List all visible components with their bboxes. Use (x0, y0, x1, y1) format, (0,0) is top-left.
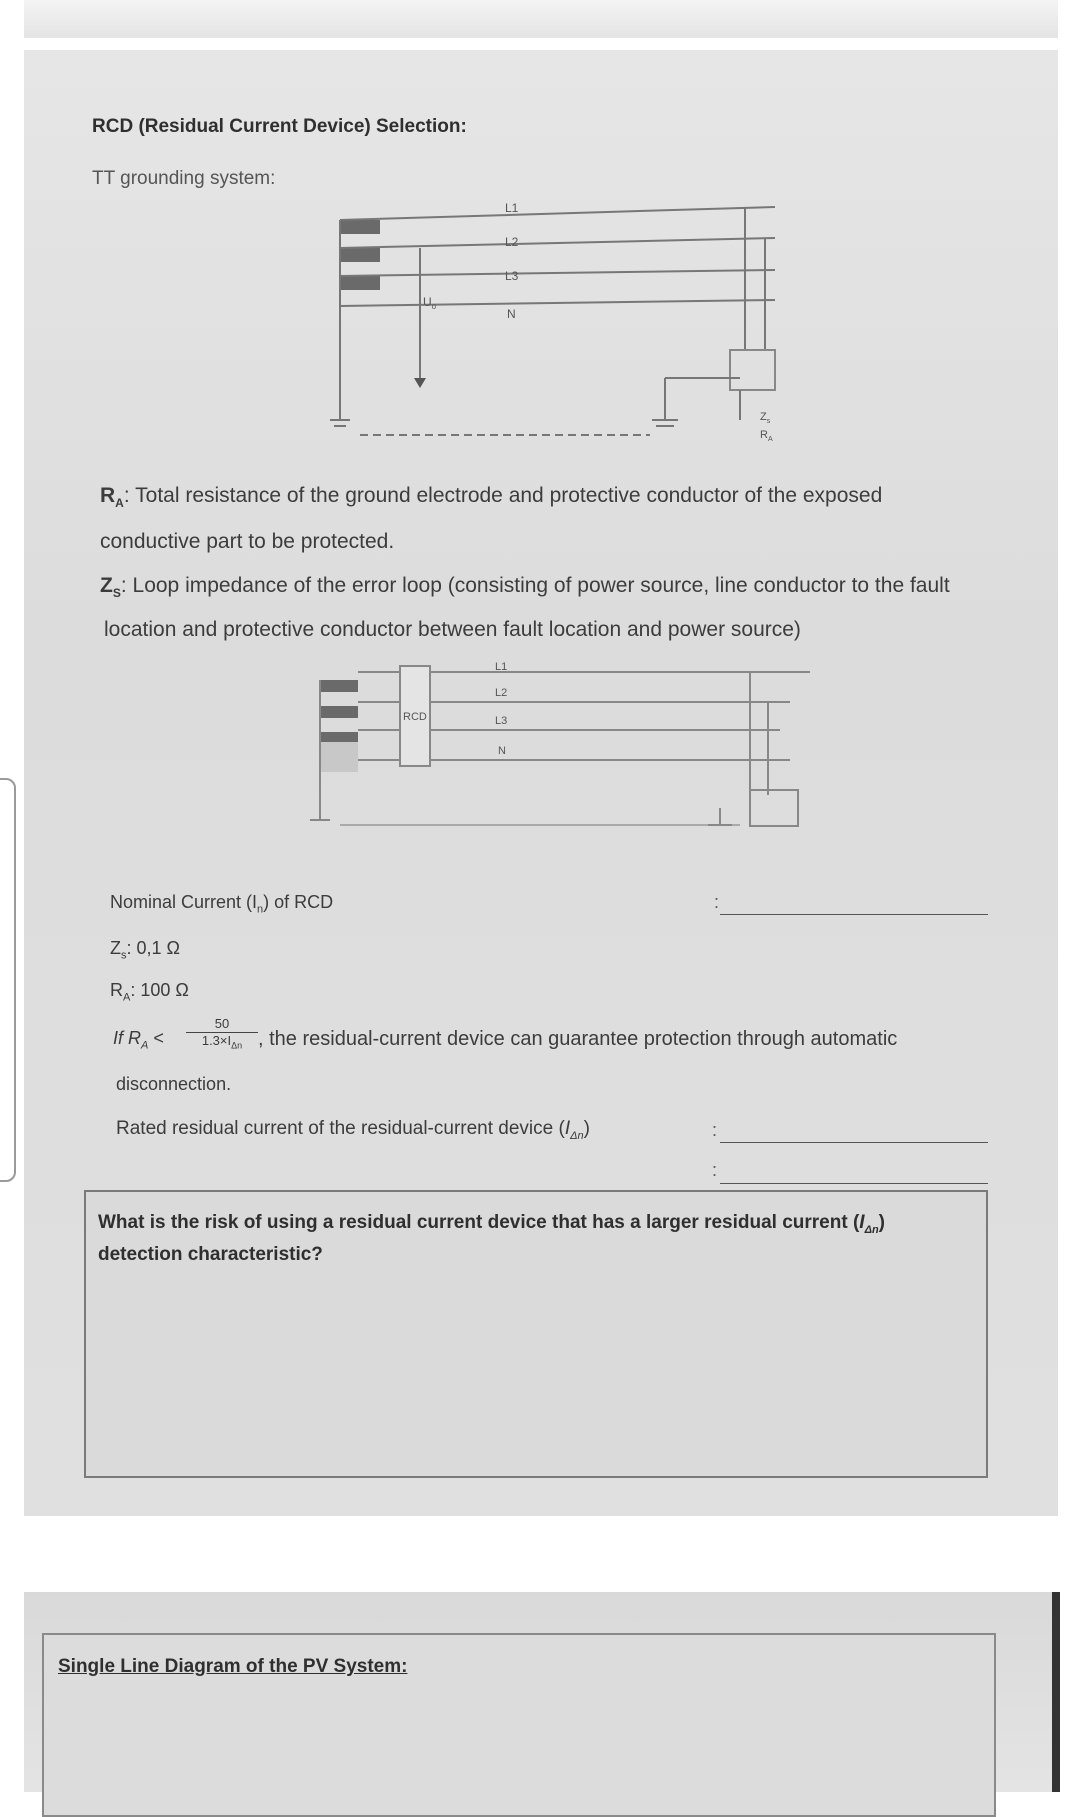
zs-label: $Z_s$ (760, 411, 771, 425)
zs-value: $Z_s$: 0,1 Ω (110, 938, 180, 962)
condition-line2: disconnection. (116, 1074, 232, 1094)
top-page-strip (24, 0, 1058, 38)
section-heading: RCD (Residual Current Device) Selection: (92, 116, 467, 137)
ra-definition: $R_A$: Total resistance of the ground electrode and protective conductor of the exposed (100, 484, 883, 511)
question-text: What is the risk of using a residual current device that has a larger residual current $(I_{\Delta n})$ (98, 1212, 885, 1236)
diagram1-label-l2: L2 (505, 235, 519, 249)
nominal-current-colon: : (714, 892, 720, 912)
condition-fraction (186, 1016, 258, 1051)
zs-definition-line2: location and protective conductor between fault location and power source) (104, 618, 801, 641)
diagram2-label-n: N (498, 745, 506, 757)
ra-label: $R_A$ (760, 429, 773, 443)
diagram2-label-l1: L1 (495, 661, 508, 673)
question-text-line2: detection characteristic? (98, 1244, 323, 1265)
tt-rcd-diagram (310, 660, 810, 840)
tt-system-diagram (320, 190, 820, 450)
rated-residual-label: Rated residual current of the residual-current device $(I_{\Delta n})$ (116, 1118, 590, 1142)
fraction-denominator: $1.3\times I_{\Delta n}$ (201, 1033, 243, 1051)
nominal-current-answer-line[interactable] (720, 914, 988, 915)
fraction-numerator: 50 (186, 1016, 258, 1033)
rated-residual-colon: : (712, 1120, 718, 1140)
zs-definition: $Z_S$: Loop impedance of the error loop (consisting of power source, line conductor to the fault (100, 574, 950, 601)
diagram1-label-l1: L1 (505, 201, 519, 215)
rated-residual-answer-line[interactable] (720, 1142, 988, 1143)
pv-diagram-title: Single Line Diagram of the PV System: (58, 1656, 408, 1677)
ra-definition-line2: conductive part to be protected. (100, 530, 395, 553)
voltage-label: $U_o$ (423, 295, 437, 311)
condition-prefix: If $R_A$ < (113, 1028, 164, 1052)
rcd-label: RCD (403, 711, 427, 723)
diagram2-label-l3: L3 (495, 715, 508, 727)
extra-answer-colon: : (712, 1160, 718, 1180)
ra-value: $R_A$: 100 Ω (110, 980, 189, 1004)
section-subheading: TT grounding system: (92, 168, 276, 189)
extra-answer-line[interactable] (720, 1183, 988, 1184)
nominal-current-label: Nominal Current $(I_n)$ of RCD (110, 892, 334, 916)
side-panel-tab[interactable] (0, 778, 16, 1182)
condition-suffix: , the residual-current device can guarantee protection through automatic (258, 1028, 898, 1050)
diagram1-label-l3: L3 (505, 269, 519, 283)
page-edge (1052, 1592, 1060, 1792)
diagram2-label-l2: L2 (495, 687, 508, 699)
diagram1-label-n: N (507, 307, 516, 321)
